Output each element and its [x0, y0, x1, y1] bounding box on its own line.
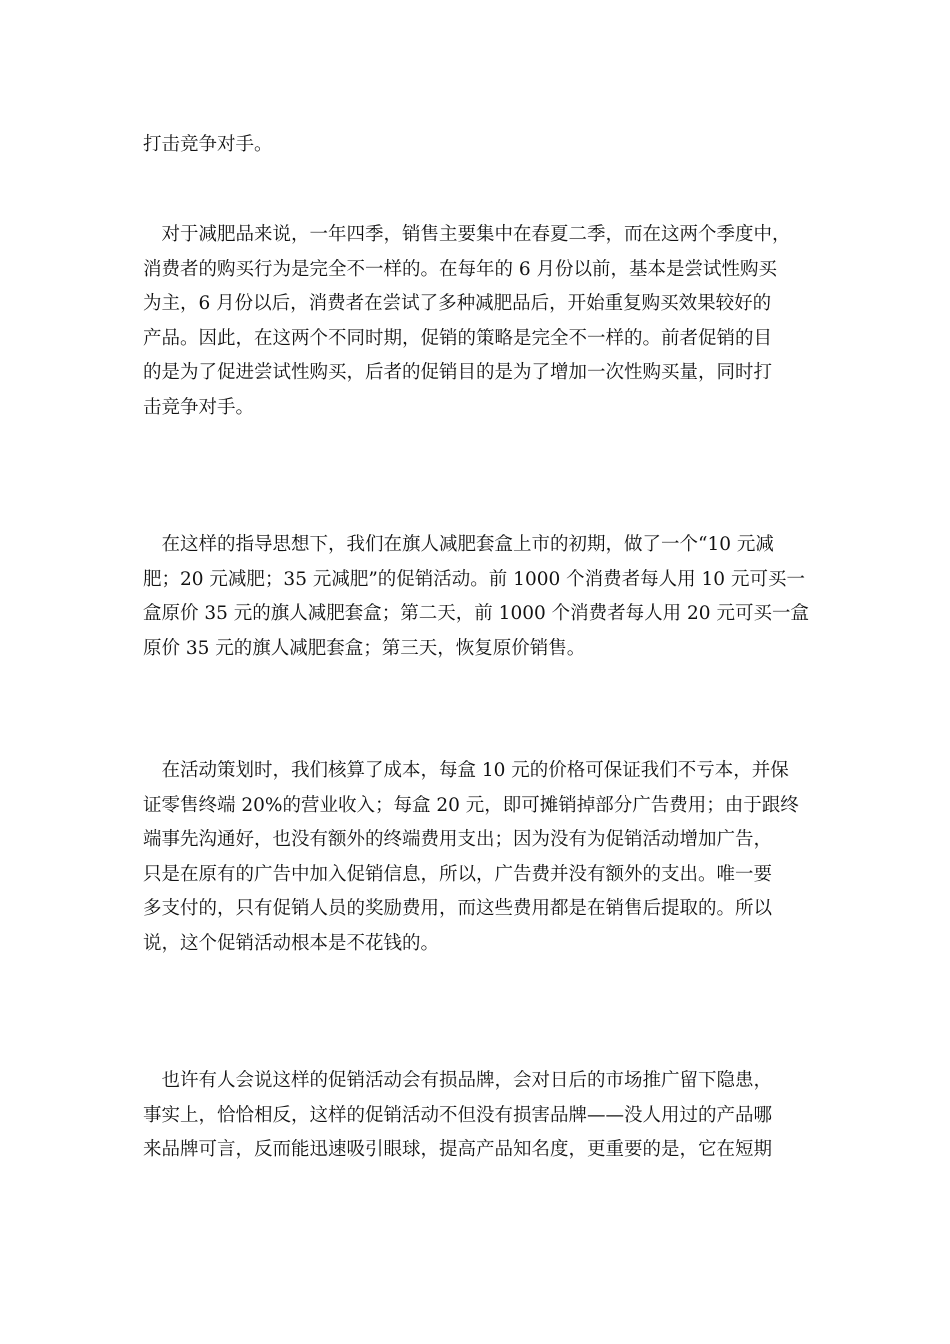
paragraph-1 — [143, 128, 808, 163]
paragraph-line: 击竞争对手。 — [143, 396, 255, 418]
paragraph-line: 证零售终端 20%的营业收入；每盒 20 元，即可摊销掉部分广告费用；由于跟终 — [143, 794, 799, 816]
paragraph-5 — [143, 1064, 808, 1168]
paragraph-line: 对于减肥品来说，一年四季，销售主要集中在春夏二季，而在这两个季度中， — [143, 224, 791, 245]
paragraph-line: 在活动策划时，我们核算了成本，每盒 10 元的价格可保证我们不亏本，并保 — [143, 760, 789, 781]
paragraph-line: 为主，6 月份以后，消费者在尝试了多种减肥品后，开始重复购买效果较好的 — [143, 293, 772, 315]
paragraph-4 — [143, 754, 808, 962]
paragraph-line: 来品牌可言，反而能迅速吸引眼球，提高产品知名度，更重要的是，它在短期 — [143, 1139, 773, 1161]
paragraph-line: 肥；20 元减肥；35 元减肥”的促销活动。前 1000 个消费者每人用 10 元可买一 — [143, 568, 805, 590]
paragraph-line: 也许有人会说这样的促销活动会有损品牌，会对日后的市场推广留下隐患， — [143, 1070, 773, 1091]
paragraph-line: 的是为了促进尝试性购买，后者的促销目的是为了增加一次性购买量，同时打 — [143, 362, 773, 384]
paragraph-line: 多支付的，只有促销人员的奖励费用，而这些费用都是在销售后提取的。所以 — [143, 898, 773, 920]
paragraph-line: 在这样的指导思想下，我们在旗人减肥套盒上市的初期，做了一个“10 元减 — [143, 534, 774, 555]
paragraph-line: 原价 35 元的旗人减肥套盒；第三天，恢复原价销售。 — [143, 637, 586, 659]
paragraph-line: 说，这个促销活动根本是不花钱的。 — [143, 932, 440, 954]
paragraph-line: 端事先沟通好，也没有额外的终端费用支出；因为没有为促销活动增加广告， — [143, 829, 773, 851]
paragraph-line: 只是在原有的广告中加入促销信息，所以，广告费并没有额外的支出。唯一要 — [143, 863, 773, 885]
paragraph-2 — [143, 218, 808, 426]
paragraph-3 — [143, 528, 808, 666]
paragraph-line: 产品。因此，在这两个不同时期，促销的策略是完全不一样的。前者促销的目 — [143, 327, 773, 349]
paragraph-line: 盒原价 35 元的旗人减肥套盒；第二天，前 1000 个消费者每人用 20 元可买一盒 — [143, 603, 809, 625]
paragraph-line: 消费者的购买行为是完全不一样的。在每年的 6 月份以前，基本是尝试性购买 — [143, 258, 778, 280]
paragraph-line: 打击竞争对手。 — [143, 134, 273, 155]
paragraph-line: 事实上，恰恰相反，这样的促销活动不但没有损害品牌——没人用过的产品哪 — [143, 1104, 773, 1126]
